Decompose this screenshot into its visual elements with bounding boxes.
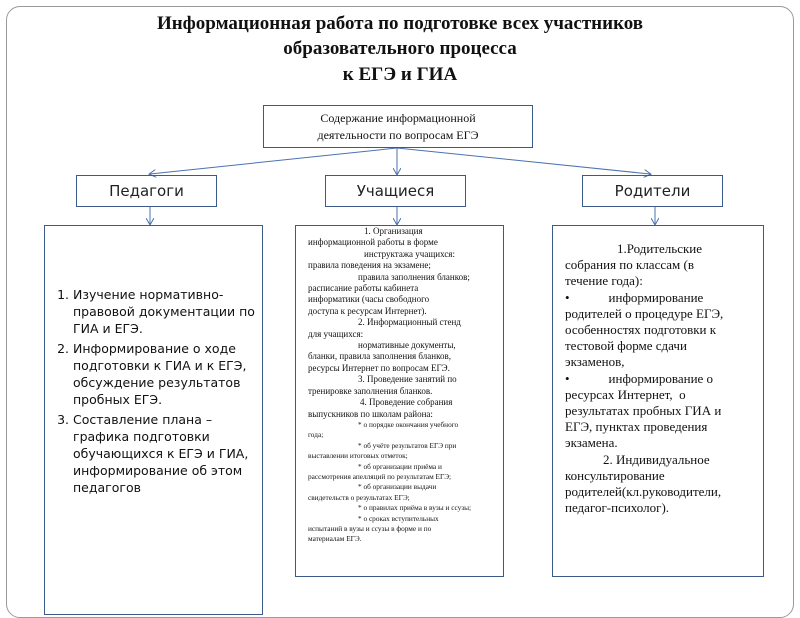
parents-line: особенностях подготовки к bbox=[565, 322, 717, 338]
content-box-line: Содержание информационной bbox=[320, 111, 476, 125]
content-box-line: деятельности по вопросам ЕГЭ bbox=[317, 128, 479, 142]
parents-line: течение года): bbox=[565, 273, 643, 289]
parents-line: экзамена. bbox=[565, 435, 618, 451]
parents-line: тестовой форме сдачи bbox=[565, 338, 687, 354]
page-title-line-1: Информационная работа по подготовке всех участников bbox=[156, 13, 644, 34]
students-line: нормативные документы, bbox=[358, 340, 456, 351]
header-teachers: Педагоги bbox=[76, 175, 217, 207]
students-line: * об организации выдачи bbox=[358, 482, 437, 492]
header-parents: Родители bbox=[582, 175, 723, 207]
students-line: * об учёте результатов ЕГЭ при bbox=[358, 440, 457, 450]
students-line: для учащихся: bbox=[308, 328, 364, 339]
students-line: ресурсы Интернет по вопросам ЕГЭ. bbox=[308, 362, 450, 373]
teachers-box bbox=[44, 225, 263, 615]
students-line: расписание работы кабинета bbox=[308, 283, 419, 294]
students-line: правила заполнения бланков; bbox=[358, 271, 470, 282]
students-line: года; bbox=[308, 430, 324, 440]
page-title-line-2: образовательного процесса bbox=[283, 38, 517, 59]
parents-line: педагог-психолог). bbox=[565, 500, 670, 516]
parents-line: консультирование bbox=[565, 467, 665, 483]
parents-box bbox=[552, 225, 764, 577]
students-line: выставлении итоговых отметок; bbox=[308, 451, 408, 461]
parents-line: • информирование о bbox=[565, 370, 714, 386]
students-line: 1. Организация bbox=[364, 226, 423, 236]
parents-line: родителей(кл.руководители, bbox=[565, 484, 722, 500]
students-line: бланки, правила заполнения бланков, bbox=[308, 351, 451, 362]
content-box bbox=[263, 105, 533, 148]
teachers-item: 1. Изучение нормативно-правовой документации по ГИА и ЕГЭ. bbox=[73, 286, 256, 337]
students-line: 4. Проведение собрания bbox=[360, 397, 453, 408]
students-box bbox=[295, 225, 504, 577]
teachers-item: 3. Составление плана – графика подготовки обучающихся к ЕГЭ и ГИА, информирование об этом педагогов bbox=[73, 411, 256, 496]
parents-line: 1.Родительские bbox=[617, 241, 703, 256]
parents-line: • информирование bbox=[565, 289, 704, 305]
parents-line: собрания по классам (в bbox=[565, 257, 694, 273]
students-line: испытаний в вузы и ссузы в форме и по bbox=[308, 523, 432, 533]
parents-line: 2. Индивидуальное bbox=[603, 451, 710, 467]
parents-line: ресурсах Интернет, о bbox=[565, 386, 686, 402]
parents-line: экзаменов, bbox=[565, 354, 625, 370]
students-line: тренировке заполнения бланков. bbox=[308, 385, 433, 396]
parents-line: ЕГЭ, пунктах проведения bbox=[565, 419, 708, 435]
students-line: инструктажа учащихся: bbox=[364, 248, 455, 259]
students-line: * о правилах приёма в вузы и ссузы; bbox=[358, 503, 472, 513]
students-line: 2. Информационный стенд bbox=[358, 317, 461, 328]
students-line: доступа к ресурсам Интернет). bbox=[308, 305, 427, 316]
students-line: рассмотрения апелляций по результатам ЕГЭ; bbox=[308, 471, 452, 481]
students-line: * о сроках вступительных bbox=[358, 513, 439, 523]
students-line: правила поведения на экзамене; bbox=[308, 260, 431, 271]
students-line: материалам ЕГЭ. bbox=[308, 534, 362, 544]
parents-line: результатах пробных ГИА и bbox=[565, 403, 722, 419]
parents-line: родителей о процедуре ЕГЭ, bbox=[565, 305, 724, 321]
header-students: Учащиеся bbox=[325, 175, 466, 207]
students-line: информационной работы в форме bbox=[308, 237, 438, 248]
page-title-line-3: к ЕГЭ и ГИА bbox=[342, 64, 458, 85]
students-line: выпускников по школам района: bbox=[308, 408, 433, 419]
students-line: свидетельств о результатах ЕГЭ; bbox=[308, 492, 410, 502]
students-line: * о порядке окончания учебного bbox=[358, 419, 459, 429]
students-line: * об организации приёма и bbox=[358, 461, 442, 471]
teachers-item: 2. Информирование о ходе подготовки к ГИА и к ЕГЭ, обсуждение результатов пробных ЕГЭ. bbox=[73, 340, 256, 408]
students-line: информатики (часы свободного bbox=[308, 294, 430, 305]
students-line: 3. Проведение занятий по bbox=[358, 374, 457, 385]
